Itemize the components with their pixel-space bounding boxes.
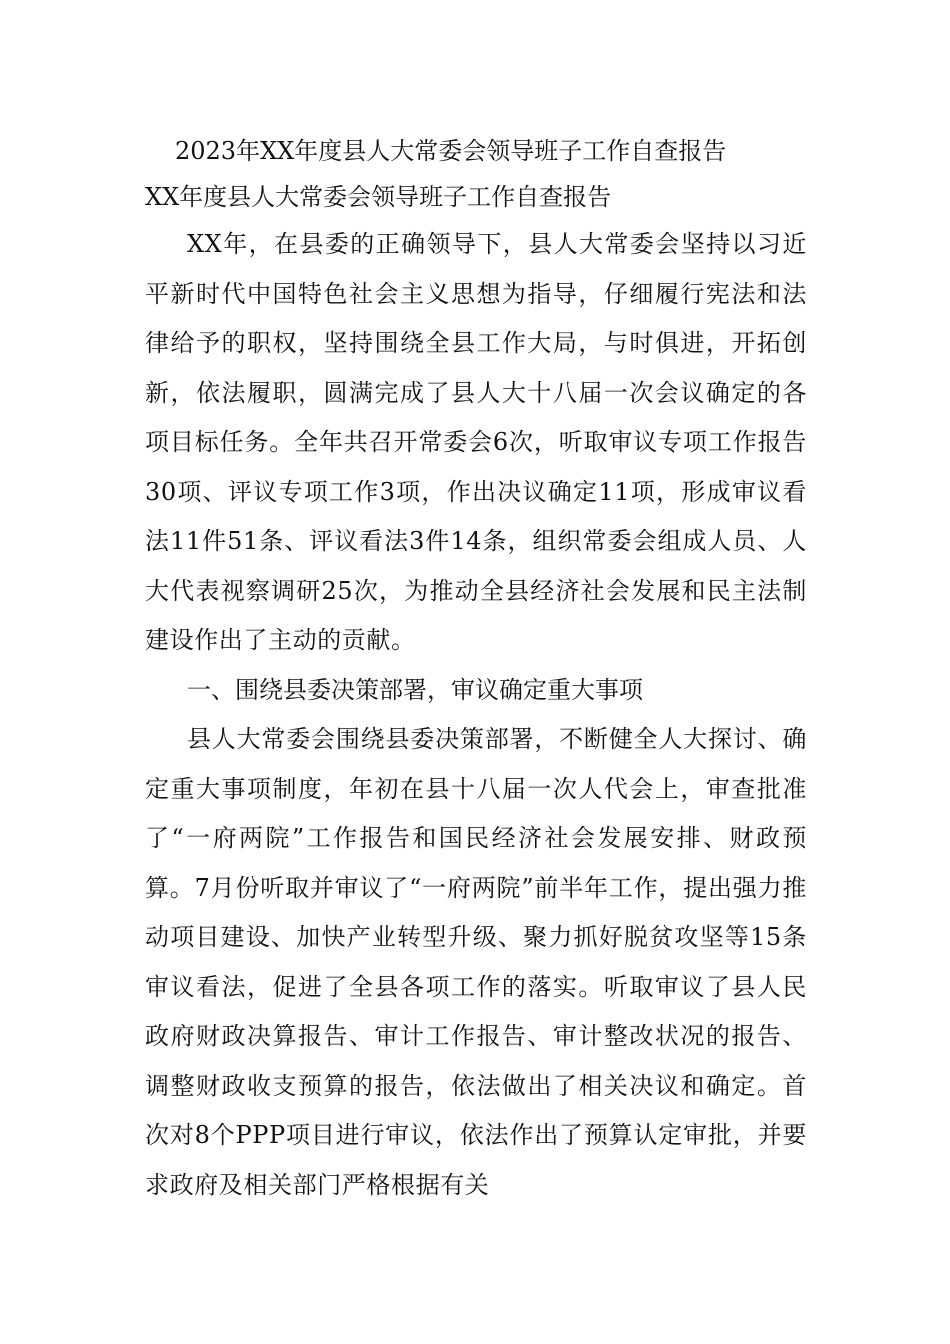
section-paragraph: 县人大常委会围绕县委决策部署，不断健全人大探讨、确定重大事项制度，年初在县十八届一次人代会上，审查批准了“一府两院”工作报告和国民经济社会发展安排、财政预算。7月份听取并审议了“一府两院”前半年工作，提出强力推动项目建设、加快产业转型升级、聚力抓好脱贫攻坚等15条审议看法，促进了全县各项工作的落实。听取审议了县人民政府财政决算报告、审计工作报告、审计整改状况的报告、调整财政收支预算的报告，依法做出了相关决议和确定。首次对8个PPP项目进行审议，依法作出了预算认定审批，并要求政府及相关部门严格根据有关 [145,725,807,1199]
intro-paragraph: XX年，在县委的正确领导下，县人大常委会坚持以习近平新时代中国特色社会主义思想为指导，仔细履行宪法和法律给予的职权，坚持围绕全县工作大局，与时俱进，开拓创新，依法履职，圆满完成了县人大十八届一次会议确定的各项目标任务。全年共召开常委会6次，听取审议专项工作报告30项、评议专项工作3项，作出决议确定11项，形成审议看法11件51条、评议看法3件14条，组织常委会组成人员、人大代表视察调研25次，为推动全县经济社会发展和民主法制建设作出了主动的贡献。 [145,230,807,654]
document-subtitle: XX年度县人大常委会领导班子工作自查报告 [145,183,612,211]
document-body [145,128,807,1210]
document-title: 2023年XX年度县人大常委会领导班子工作自查报告 [175,137,727,165]
section-heading: 一、围绕县委决策部署，审议确定重大事项 [187,675,643,704]
